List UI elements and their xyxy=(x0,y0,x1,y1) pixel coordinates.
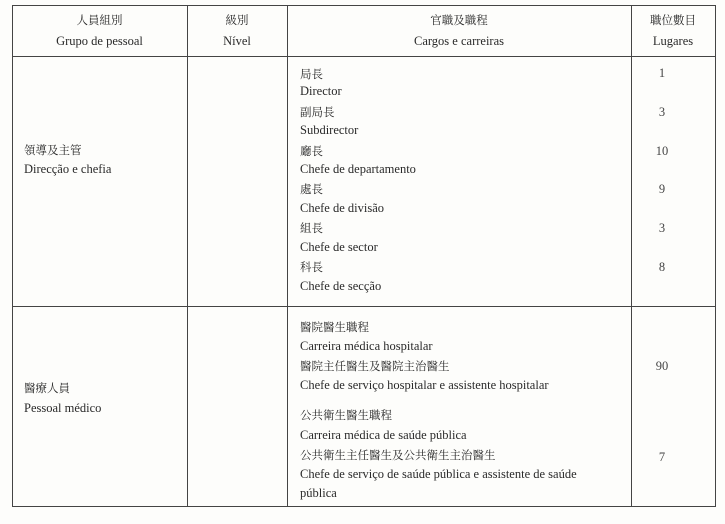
section1-group-zh: 領導及主管 xyxy=(24,143,82,157)
section2-group-pt: Pessoal médico xyxy=(24,401,102,415)
role-count: 8 xyxy=(658,260,666,274)
role-count: 3 xyxy=(658,105,666,119)
header-places-pt: Lugares xyxy=(652,34,694,48)
role-zh: 副局長 xyxy=(300,105,335,119)
role-zh: 處長 xyxy=(300,182,323,196)
role-count: 9 xyxy=(658,182,666,196)
role-zh: 組長 xyxy=(300,221,323,235)
role-zh: 廳長 xyxy=(300,144,323,158)
role-pt: Chefe de secção xyxy=(300,279,382,293)
role-pt: Subdirector xyxy=(300,123,359,137)
header-positions-pt: Cargos e carreiras xyxy=(413,34,504,48)
table-bottom-border xyxy=(12,506,716,507)
table-top-border xyxy=(12,5,716,6)
career-sub-pt: Chefe de serviço hospitalar e assistente hospitalar xyxy=(300,378,549,392)
role-zh: 局長 xyxy=(300,67,323,81)
header-group-pt: Grupo de pessoal xyxy=(56,34,143,48)
table-right-border xyxy=(715,5,716,507)
section-divider xyxy=(12,306,716,307)
table-left-border xyxy=(12,5,13,507)
role-count: 1 xyxy=(658,66,666,80)
role-pt: Director xyxy=(300,84,342,98)
career-pt: Carreira médica hospitalar xyxy=(300,339,433,353)
role-pt: Chefe de sector xyxy=(300,240,378,254)
role-count: 3 xyxy=(658,221,666,235)
header-group-zh: 人員組別 xyxy=(76,13,123,27)
header-level-zh: 級別 xyxy=(225,13,249,27)
header-bottom-border xyxy=(12,56,716,57)
career-sub-pt-continued: pública xyxy=(300,486,337,500)
role-count: 10 xyxy=(655,144,669,158)
role-pt: Chefe de divisão xyxy=(300,201,385,215)
career-count: 90 xyxy=(655,359,669,373)
column-divider-2 xyxy=(287,5,288,507)
career-count: 7 xyxy=(658,450,666,464)
career-sub-pt: Chefe de serviço de saúde pública e assistente de saúde xyxy=(300,467,577,481)
column-divider-1 xyxy=(187,5,188,507)
role-zh: 科長 xyxy=(300,260,323,274)
role-pt: Chefe de departamento xyxy=(300,162,416,176)
section1-group-pt: Direcção e chefia xyxy=(24,162,112,176)
section2-group-zh: 醫療人員 xyxy=(24,381,70,395)
header-level-pt: Nível xyxy=(223,34,251,48)
career-zh: 醫院醫生職程 xyxy=(300,320,369,334)
header-places-zh: 職位數目 xyxy=(650,13,696,27)
career-sub-zh: 公共衛生主任醫生及公共衛生主治醫生 xyxy=(300,448,496,462)
career-pt: Carreira médica de saúde pública xyxy=(300,428,467,442)
career-sub-zh: 醫院主任醫生及醫院主治醫生 xyxy=(300,359,450,373)
header-positions-zh: 官職及職程 xyxy=(430,13,488,27)
career-zh: 公共衛生醫生職程 xyxy=(300,408,392,422)
